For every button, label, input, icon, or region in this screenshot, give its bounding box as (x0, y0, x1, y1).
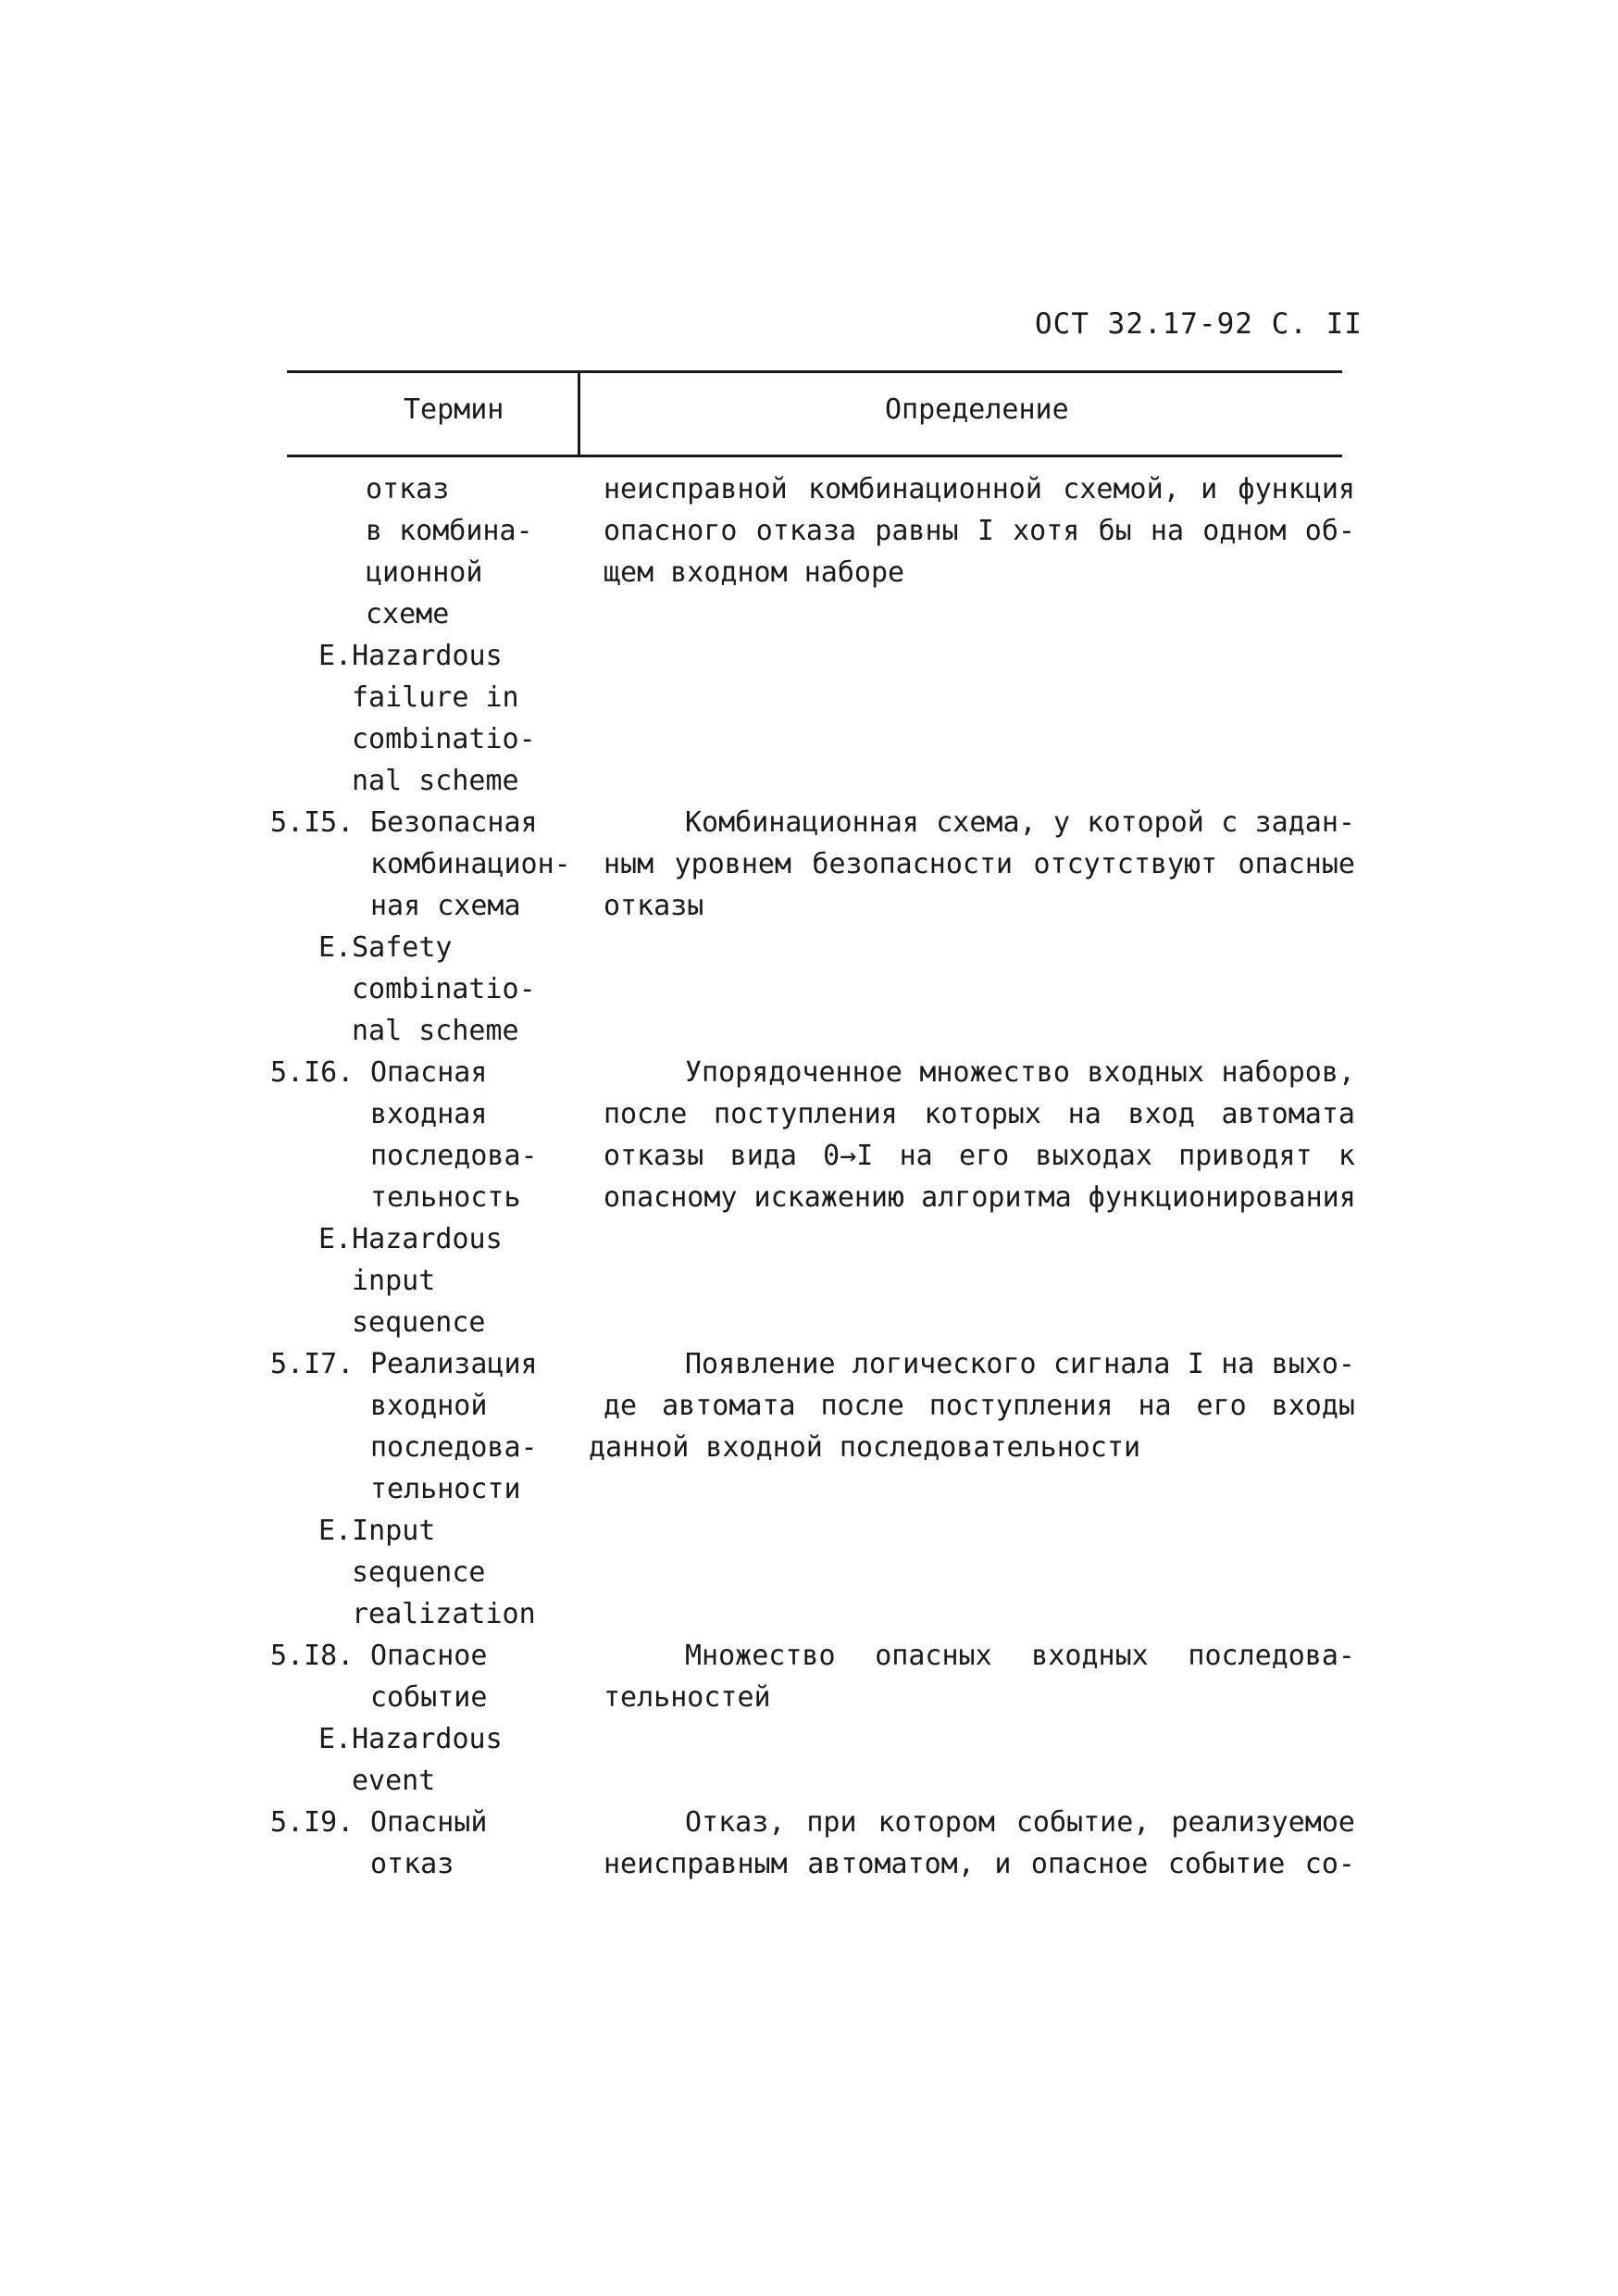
english-term-line: input (352, 1265, 436, 1297)
term-line: отказ (366, 473, 450, 505)
term-line: отказ (370, 1848, 454, 1880)
definition-line: Отказ, при котором событие, реализуемое (685, 1806, 1355, 1839)
english-term-line: sequence (352, 1306, 486, 1339)
column-header-term: Термин (404, 393, 504, 426)
definition-line: отказы (604, 890, 704, 922)
definition-line: Появление логического сигнала I на выхо- (685, 1348, 1355, 1380)
term-line: Безопасная (370, 806, 538, 839)
english-term-line: sequence (352, 1556, 486, 1589)
definition-line: Комбинационная схема, у которой с задан- (685, 806, 1355, 839)
term-line: тельности (370, 1473, 521, 1505)
page-header: ОСТ 32.17-92 С. II (1035, 307, 1363, 341)
table-header-rule (287, 455, 1342, 457)
definition-line: ным уровнем безопасности отсутствуют опасные (604, 848, 1355, 880)
definition-line: тельностей (604, 1681, 771, 1714)
term-line: ная схема (370, 890, 521, 922)
english-term-line: failure in (352, 681, 519, 714)
term-line: последова- (370, 1431, 538, 1464)
term-line: ционной (366, 556, 483, 589)
english-term-line: E.Hazardous (318, 1723, 503, 1755)
definition-line: отказы вида 0→I на его выходах приводят к (604, 1140, 1355, 1172)
english-term-line: E.Hazardous (318, 1223, 503, 1255)
term-line: тельность (370, 1181, 521, 1214)
english-term-line: realization (352, 1598, 536, 1630)
definition-line: опасному искажению алгоритма функционирования (604, 1181, 1356, 1214)
term-line: Реализация (370, 1348, 538, 1380)
english-term-line: nal scheme (352, 765, 519, 797)
term-line: схеме (366, 598, 450, 630)
term-line: событие (370, 1681, 488, 1714)
column-header-definition: Определение (885, 393, 1069, 426)
definition-line: опасного отказа равны I хотя бы на одном об- (604, 515, 1355, 547)
entry-number: 5.I9. (270, 1806, 355, 1839)
definition-line: щем входном наборе (604, 556, 905, 589)
term-line: Опасная (370, 1056, 488, 1089)
english-term-line: E.Hazardous (318, 640, 503, 672)
entry-number: 5.I6. (270, 1056, 355, 1089)
english-term-line: combinatio- (352, 723, 536, 755)
definition-line: де автомата после поступления на его входы (604, 1390, 1355, 1422)
table-header-divider (578, 370, 580, 457)
definition-line: Множество опасных входных последова- (685, 1640, 1355, 1672)
entry-number: 5.I5. (270, 806, 355, 839)
term-line: Опасный (370, 1806, 488, 1839)
table-top-rule (287, 370, 1342, 373)
entry-number: 5.I8. (270, 1640, 355, 1672)
term-line: комбинацион- (370, 848, 571, 880)
term-line: входной (370, 1390, 488, 1422)
definition-line: после поступления которых на вход автомата (604, 1098, 1355, 1130)
english-term-line: event (352, 1765, 436, 1797)
english-term-line: E.Safety (318, 931, 453, 964)
definition-line: данной входной последовательности (589, 1431, 1141, 1464)
entry-number: 5.I7. (270, 1348, 355, 1380)
definition-line: Упорядоченное множество входных наборов, (685, 1056, 1355, 1089)
term-line: входная (370, 1098, 488, 1130)
definition-line: неисправной комбинационной схемой, и функция (604, 473, 1355, 505)
term-line: Опасное (370, 1640, 488, 1672)
term-line: в комбина- (366, 515, 533, 547)
term-line: последова- (370, 1140, 538, 1172)
definition-line: неисправным автоматом, и опасное событие со- (604, 1848, 1355, 1880)
english-term-line: combinatio- (352, 973, 536, 1005)
english-term-line: E.Input (318, 1515, 436, 1547)
english-term-line: nal scheme (352, 1015, 519, 1047)
